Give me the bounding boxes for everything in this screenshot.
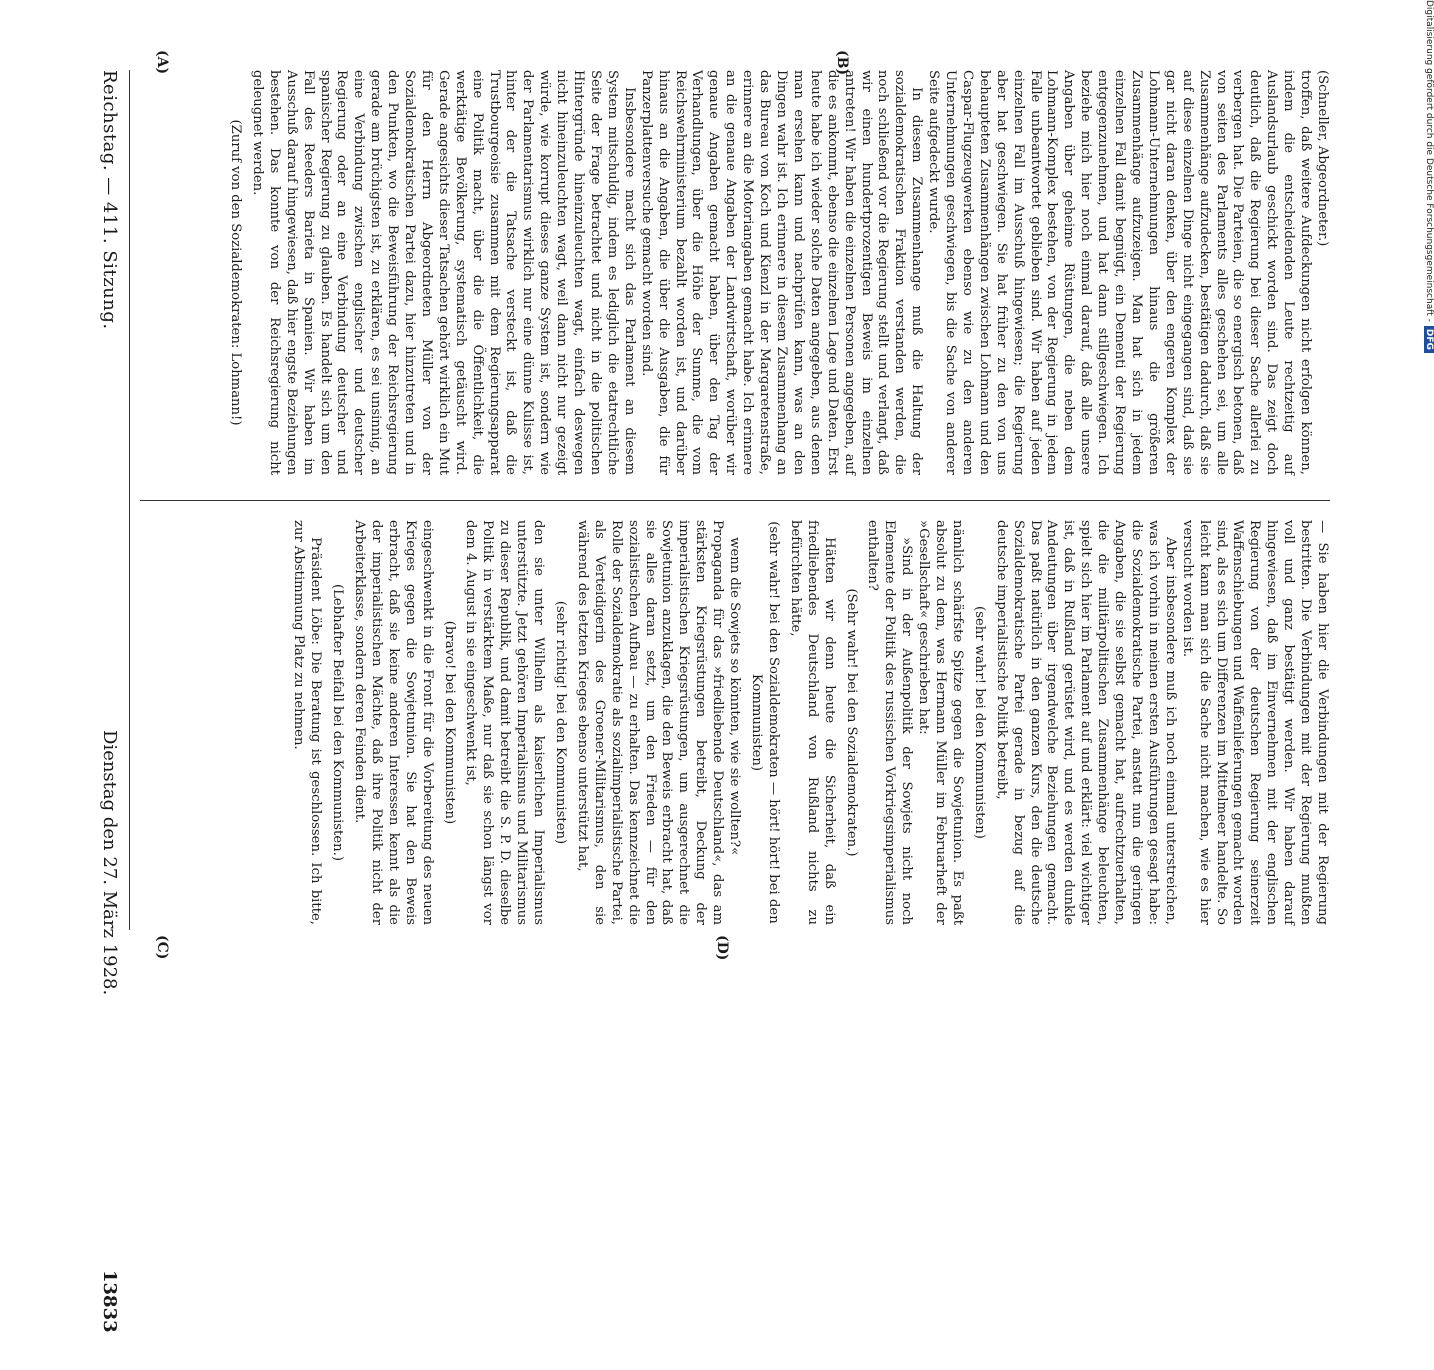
interjection: (sehr wahr! bei den Sozialdemokraten — hört! hört! bei den Kommunisten) [749,521,781,924]
paragraph: eingeschwenkt in die Front für die Vorbereitung des neuen Krieges gegen die Sowjetunion. Sie hat den Beweis erbracht, daß sie keine anderen Interessen kennt als die der imperialistischen Mächte, daß ihre Politik nicht der Arbeiterklasse, sondern deren Feinden dient. [352,520,435,925]
header-date: Dienstag den 27. März 1928. [99,730,120,996]
paragraph: den sie unter Wilhelm als kaiserlichen Imperialismus unterstützte. Jetzt gehören Imperialismus und Militarismus zu dieser Republik, und damit betreibt die S. P. D. dieselbe Politik in verstärktem Maße, nur daß sie schon längst vor dem 4. August in sie eingeschwenkt ist, [463,520,547,925]
interjection: (bravo! bei den Kommunisten) [441,620,457,825]
right-text-column [130,520,1330,925]
interjection: (Zuruf von den Sozialdemokraten: Lohmann!) [228,119,243,426]
margin-mark-c: (C) [154,935,170,960]
paragraph: In diesem Zusammenhange muß die Haltung der sozialdemokratischen Fraktion verstanden werden, die noch schließend vor die Regierung stellt und verlangt, daß wir einen hundertprozentigen Beweis im einzelnen antreten! Wir haben die einzelnen Personen angegeben, auf die es ankommt, ebenso die einzelnen Lage und Daten. Erst heute habe ich wieder solche Daten angegeben, aus denen man ersehen kann und nachprüfen kann, was an den Dingen wahr ist. Ich erinnere in diesem Zusammenhang an das Bureau von Koch und Kienzl in der Margaretenstraße, erinnere an die Motoriangaben gemacht habe. Ich erinnere an die genaue Angaben der Landwirtschaft, worüber wir genaue Angaben gemacht haben, über den Tag der Verhandlungen, über die Höhe der Summe, die vom Reichswehrministerium bezahlt worden ist, und darüber hinaus an die Angaben, die über die Ausgaben, die für Panzerplattenversuche gemacht worden sind. [638,70,925,475]
paragraph: Aber insbesondere muß ich noch einmal unterstreichen, was ich vorhin in meinen ersten Ausführungen gesagt habe: die Sozialdemokratische Partei, anstatt nun die geringen Angaben, die sie selbst gemacht hat, aufrechtzuerhalten, die die militärpolitischen Zusammenhänge beleuchten, spielt sich hier im Parlament auf und erklärt: viel wichtiger ist, daß in Rußland gerüstet wird, und es werden dunkle Andeutungen über irgendwelche Beziehungen gemacht. Das paßt natürlich in den ganzen Kurs, den die deutsche Sozialdemokratische Partei gerade in bezug auf die deutsche imperialistische Politik betreibt, [993,520,1178,925]
margin-mark-a: (A) [154,50,170,75]
paragraph: Hätten wir denn heute die Sicherheit, daß ein friedliebendes Deutschland von Rußland nichts zu befürchten hätte, [787,520,837,925]
left-text-column [130,70,1330,475]
column-divider [140,500,1330,501]
paragraph: wenn die Sowjets so könnten, wie sie wollten?« [727,537,743,856]
side-note [1412,0,1434,1000]
paragraph: — Sie haben hier die Verbindungen mit der Regierung bestritten. Die Verbindungen mit der Regierung mußten voll und ganz bestätigt werden. Wir haben darauf hingewiesen, daß im Einvernehmen mit der englischen Regierung von der deutschen Regierung seinerzeit Waffenschiebungen und Waffenlieferungen gemacht worden sind, als es sich um Differenzen im Mittelmeer handelte. So leicht kann man sich die Sache nicht machen, wie es hier versucht worden ist. [1179,520,1330,925]
paragraph: »Sind in der Außenpolitik der Sowjets nicht noch Elemente der Politik des russischen Vorkriegsimperialismus enthalten? [865,520,915,925]
interjection: (sehr richtig! bei den Kommunisten) [553,600,569,845]
page-number: 13833 [99,1270,120,1333]
paragraph: Präsident Löbe: Die Beratung ist geschlossen. Ich bitte, zur Abstimmung Platz zu nehmen. [291,520,324,925]
interjection: (sehr wahr! bei den Kommunisten) [971,606,987,839]
paragraph: (Schneller, Abgeordneter.) [1315,70,1330,247]
margin-mark-d: (D) [714,935,730,961]
paragraph: Insbesondere macht sich das Parlament an diesem System mitschuldig, indem es lediglich die etatrechtliche Seite der Frage betrachtet und nicht in die politischen Hintergründe hineinzuleuchten wagt, einfach deswegen nicht hineinzuleuchten wagt, weil dann nicht nur gezeigt würde, wie korrupt dieses ganze System ist, sondern wie der Parlamentarismus wirklich nur eine dünne Kulisse ist, hinter der die Tatsache versteckt ist, daß die Trustbourgeoisie zusammen mit dem Regierungsapparat eine Politik macht, über die die Öffentlichkeit, die werktätige Bevölkerung, systematisch getäuscht wird. Gerade angesichts dieser Tatsachen gehört wirklich ein Mut für den Herrn Abgeordneten Müller von der Sozialdemokratischen Partei dazu, hier hinzutreten und in den Punkten, wo die Beweisführung der Reichsregierung gerade am brüchigsten ist, zu erklären, es sei unsinnig, an eine Verbindung zwischen englischer und deutscher Regierung oder an eine Verbindung deutscher und spanischer Regierung zu glauben. Es handelt sich um den Fall des Reeders Barieta in Spanien. Wir haben im Ausschuß darauf hingewiesen, daß hier engste Beziehungen bestehen. Das konnte von der Reichsregierung nicht geleugnet werden. [249,70,637,475]
interjection: (Lebhafter Beifall bei den Kommunisten.) [330,583,346,861]
margin-mark-b: (B) [834,50,850,76]
paragraph: troffen, daß weitere Aufdeckungen nicht erfolgen können, indem die entscheidenden Leute rechtzeitig auf Auslandsurlaub geschickt worden sind. Das zeigt doch deutlich, daß die Regierung bei dieser Sache allerlei zu verbergen hat. Die Parteien, die so energisch betonen, daß von seiten des Parlaments alles geschehen sei, um alle Zusammenhänge aufzudecken, bestätigen dadurch, daß sie auf diese einzelnen Dinge nicht eingegangen sind, daß sie gar nicht daran denken, über den engeren Komplex der Lohmann-Unternehmungen hinaus die größeren Zusammenhänge aufzuzeigen. Man hat sich in jedem einzelnen Fall damit begnügt, ein Dementi der Regierung entgegenzunehmen, und hat dann stillgeschwiegen. Ich beziehe mich hier noch einmal darauf, daß alle unsere Angaben über geheime Rüstungen, die neben dem Lohmann-Komplex bestehen, von der Regierung in jedem Falle unbeantwortet geblieben sind. Wir haben auf jeden einzelnen Fall im Ausschuß hingewiesen; die Regierung aber hat geschwiegen. Sie hat früher zu den von uns behaupteten Zusammenhängen zwischen Lohmann und den Caspar-Flugzeugwerken ebenso wie zu den anderen Unternehmungen geschwiegen, bis die Sache von anderer Seite aufgedeckt wurde. [926,70,1314,475]
paragraph: Propaganda für das »friedliebende Deutschland«, das am stärksten Kriegsrüstungen betreibt, Deckung der imperialistischen Kriegsrüstungen, um ausgerechnet die Sowjetunion anzuklagen, die den Beweis erbracht hat, daß sie alles daran setzt, um den Frieden — für den sozialistischen Aufbau — zu erhalten. Das kennzeichnet die Rolle der Sozialdemokratie als sozialimperialistische Partei, als Verteidigerin des Groener-Militarismus, den sie während des letzten Krieges ebenso unterstützt hat, [574,520,726,925]
interjection: (Sehr wahr! bei den Sozialdemokraten.) [843,588,859,857]
funding-note: Digitalisierung gefördert durch die Deutsche Forschungsgemeinschaft - [1424,0,1434,322]
header-left: Reichstag. — 411. Sitzung. [99,70,120,330]
paragraph: nämlich schärfste Spitze gegen die Sowjetunion. Es paßt absolut zu dem, was Hermann Müller im Februarheft der »Gesellschaft« geschrieben hat: [916,520,965,925]
running-header [90,70,120,1370]
dfg-logo: DFG [1424,326,1434,353]
